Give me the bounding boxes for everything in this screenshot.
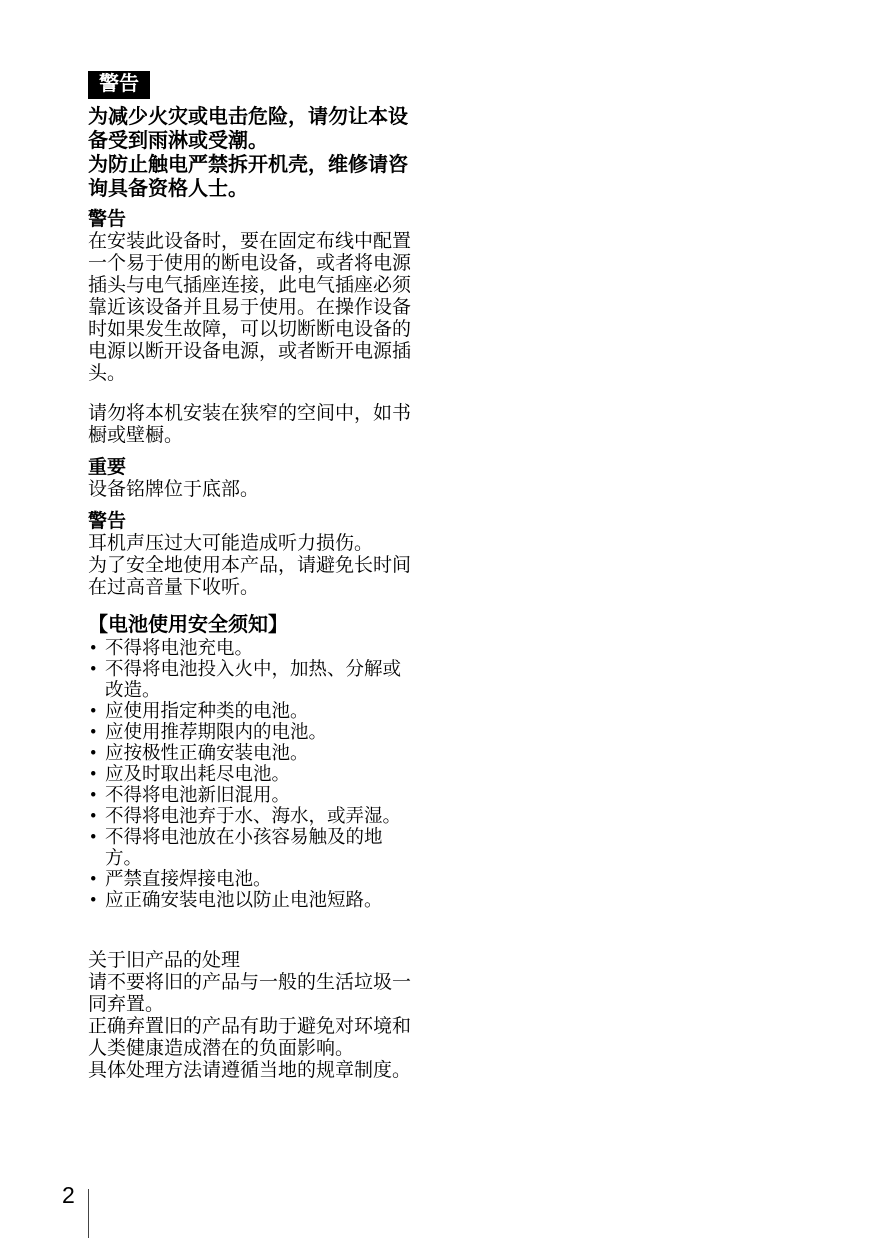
mains-warning-heading: 警告 [88,209,127,230]
intro-line: 为减少火灾或电击危险，请勿让本设备受到雨淋或受潮。 [88,106,408,152]
battery-list-item: • 不得将电池新旧混用。 [88,786,418,807]
headphone-warning-body [88,533,418,599]
footer-divider [88,1189,89,1238]
intro-line: 为防止触电严禁拆开机壳，维修请咨询具备资格人士。 [88,154,408,200]
disposal-section [88,950,418,1082]
disposal-line: 关于旧产品的处理 [88,950,241,971]
headphone-warning-heading: 警告 [88,511,127,532]
headphone-warning-line: 耳机声压过大可能造成听力损伤。 [88,533,374,554]
battery-list-item: • 应按极性正确安装电池。 [88,744,418,765]
battery-safety-heading: 【电池使用安全须知】 [88,614,288,636]
important-body: 设备铭牌位于底部。 [88,479,260,500]
headphone-warning-line: 为了安全地使用本产品，请避免长时间在过高音量下收听。 [88,555,412,598]
battery-list-item: • 严禁直接焊接电池。 [88,870,418,891]
disposal-line: 正确弃置旧的产品有助于避免对环境和人类健康造成潜在的负面影响。 [88,1016,412,1059]
battery-safety-list [88,639,418,912]
enclosure-note: 请勿将本机安装在狭窄的空间中，如书橱或壁橱。 [88,403,412,446]
intro-warning-text [88,105,418,201]
battery-list-item: • 应及时取出耗尽电池。 [88,765,418,786]
manual-page-content [88,71,418,1082]
battery-list-item: • 不得将电池投入火中，加热、分解或改造。 [88,660,418,702]
important-heading: 重要 [88,457,127,478]
battery-list-item: • 不得将电池弃于水、海水，或弄湿。 [88,807,418,828]
disposal-line: 请不要将旧的产品与一般的生活垃圾一同弃置。 [88,972,412,1015]
battery-list-item: • 应正确安装电池以防止电池短路。 [88,891,418,912]
disposal-line: 具体处理方法请遵循当地的规章制度。 [88,1060,412,1081]
battery-list-item: • 不得将电池放在小孩容易触及的地方。 [88,828,418,870]
warning-badge: 警告 [88,71,150,99]
battery-list-item: • 不得将电池充电。 [88,639,418,660]
page-number: 2 [62,1182,75,1208]
battery-list-item: • 应使用指定种类的电池。 [88,702,418,723]
battery-list-item: • 应使用推荐期限内的电池。 [88,723,418,744]
mains-warning-body: 在安装此设备时，要在固定布线中配置一个易于使用的断电设备，或者将电源插头与电气插座连接，此电气插座必须靠近该设备并且易于使用。在操作设备时如果发生故障，可以切断断电设备的电源以断开设备电源，或者断开电源插头。 [88,231,412,384]
